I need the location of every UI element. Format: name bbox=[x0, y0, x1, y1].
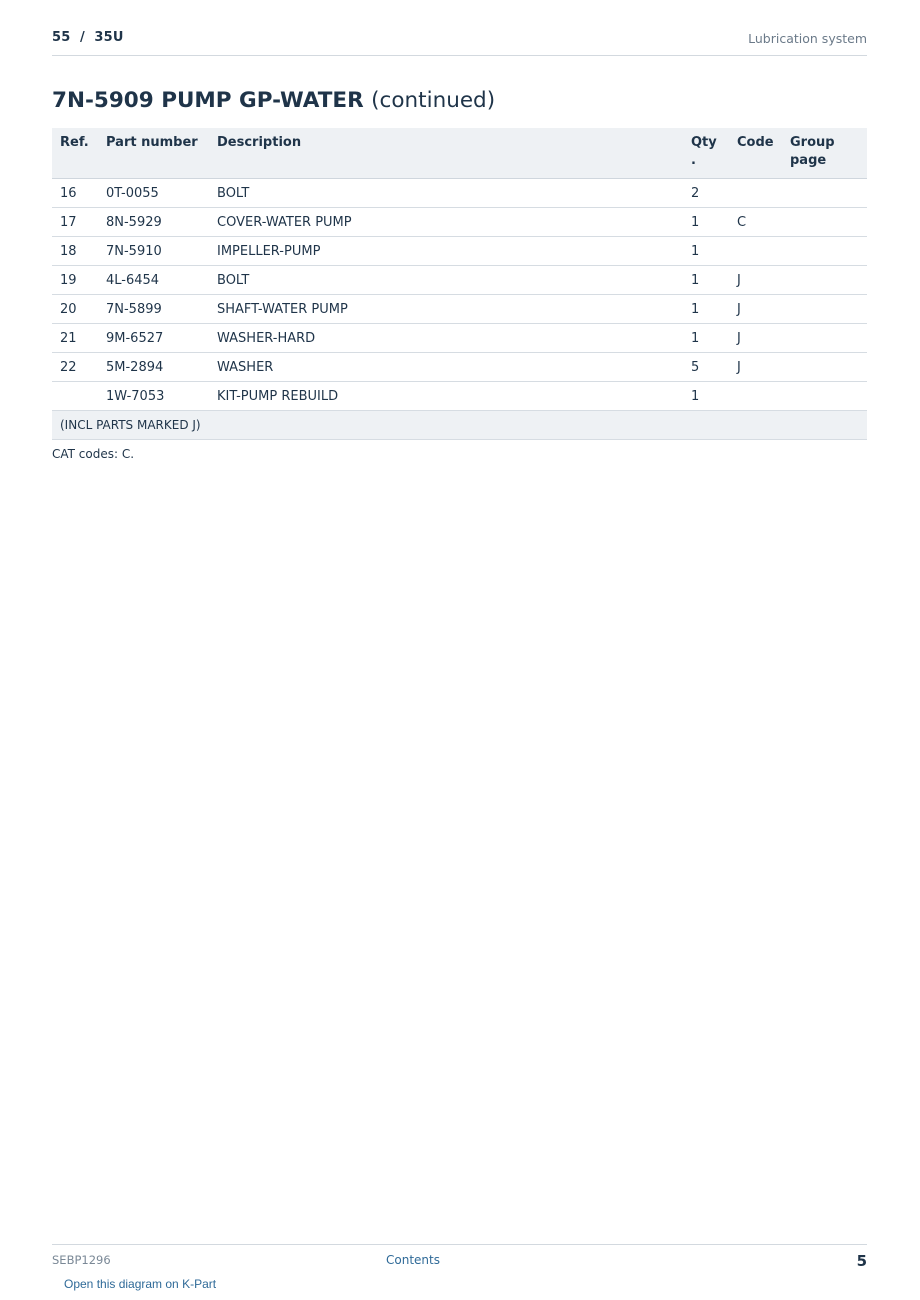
table-row bbox=[52, 266, 867, 295]
cell-group-page bbox=[782, 237, 867, 266]
cell-part-number: 8N-5929 bbox=[98, 208, 209, 237]
cell-description: COVER-WATER PUMP bbox=[209, 208, 683, 237]
table-row bbox=[52, 353, 867, 382]
cell-code: J bbox=[729, 295, 782, 324]
cell-group-page bbox=[782, 353, 867, 382]
cell-qty: 1 bbox=[683, 237, 729, 266]
cell-code: J bbox=[729, 353, 782, 382]
cell-qty: 1 bbox=[683, 295, 729, 324]
table-note-row bbox=[52, 411, 867, 440]
table-row bbox=[52, 295, 867, 324]
column-header-qty: Qty . bbox=[683, 128, 729, 179]
cell-part-number: 7N-5899 bbox=[98, 295, 209, 324]
cell-ref: 16 bbox=[52, 179, 98, 208]
cell-group-page bbox=[782, 266, 867, 295]
title-main: 7N-5909 PUMP GP-WATER bbox=[52, 88, 364, 113]
cell-code bbox=[729, 237, 782, 266]
cell-part-number: 0T-0055 bbox=[98, 179, 209, 208]
cell-ref: 22 bbox=[52, 353, 98, 382]
section-name: Lubrication system bbox=[748, 31, 867, 46]
open-kpart-link[interactable]: Open this diagram on K-Part bbox=[64, 1277, 217, 1291]
cell-qty: 1 bbox=[683, 266, 729, 295]
title-suffix: (continued) bbox=[371, 88, 496, 113]
cell-ref: 18 bbox=[52, 237, 98, 266]
cell-qty: 5 bbox=[683, 353, 729, 382]
cell-description: IMPELLER-PUMP bbox=[209, 237, 683, 266]
cell-description: SHAFT-WATER PUMP bbox=[209, 295, 683, 324]
cell-code: C bbox=[729, 208, 782, 237]
cell-description: BOLT bbox=[209, 266, 683, 295]
column-header-group-page: Group page bbox=[782, 128, 867, 179]
cell-ref: 21 bbox=[52, 324, 98, 353]
column-header-code: Code bbox=[729, 128, 782, 179]
cell-qty: 1 bbox=[683, 382, 729, 411]
column-header-ref: Ref. bbox=[52, 128, 98, 179]
cell-description: WASHER bbox=[209, 353, 683, 382]
cell-description: KIT-PUMP REBUILD bbox=[209, 382, 683, 411]
table-row bbox=[52, 324, 867, 353]
cell-code: J bbox=[729, 266, 782, 295]
cell-part-number: 5M-2894 bbox=[98, 353, 209, 382]
table-row bbox=[52, 237, 867, 266]
cell-qty: 1 bbox=[683, 208, 729, 237]
cell-group-page bbox=[782, 295, 867, 324]
table-row bbox=[52, 208, 867, 237]
breadcrumb: 55 / 35U bbox=[52, 30, 124, 45]
cell-group-page bbox=[782, 324, 867, 353]
cell-ref: 19 bbox=[52, 266, 98, 295]
footer-divider bbox=[52, 1244, 867, 1245]
table-header-row bbox=[52, 128, 867, 179]
cell-qty: 2 bbox=[683, 179, 729, 208]
document-code: SEBP1296 bbox=[52, 1253, 111, 1267]
cell-group-page bbox=[782, 179, 867, 208]
table-row bbox=[52, 382, 867, 411]
table-row bbox=[52, 179, 867, 208]
kit-note: (INCL PARTS MARKED J) bbox=[52, 411, 867, 440]
cell-group-page bbox=[782, 208, 867, 237]
page-number: 5 bbox=[856, 1252, 867, 1270]
parts-table bbox=[52, 128, 867, 440]
cell-description: WASHER-HARD bbox=[209, 324, 683, 353]
cell-code: J bbox=[729, 324, 782, 353]
cell-qty: 1 bbox=[683, 324, 729, 353]
cell-description: BOLT bbox=[209, 179, 683, 208]
column-header-part-number: Part number bbox=[98, 128, 209, 179]
cell-part-number: 1W-7053 bbox=[98, 382, 209, 411]
cell-part-number: 9M-6527 bbox=[98, 324, 209, 353]
cell-ref bbox=[52, 382, 98, 411]
cell-code bbox=[729, 382, 782, 411]
contents-link[interactable]: Contents bbox=[386, 1253, 440, 1267]
cell-part-number: 4L-6454 bbox=[98, 266, 209, 295]
cell-part-number: 7N-5910 bbox=[98, 237, 209, 266]
cat-codes-note: CAT codes: C. bbox=[52, 447, 135, 461]
cell-code bbox=[729, 179, 782, 208]
cell-group-page bbox=[782, 382, 867, 411]
page-title bbox=[52, 88, 495, 113]
column-header-description: Description bbox=[209, 128, 683, 179]
cell-ref: 20 bbox=[52, 295, 98, 324]
cell-ref: 17 bbox=[52, 208, 98, 237]
page-header bbox=[52, 28, 867, 56]
